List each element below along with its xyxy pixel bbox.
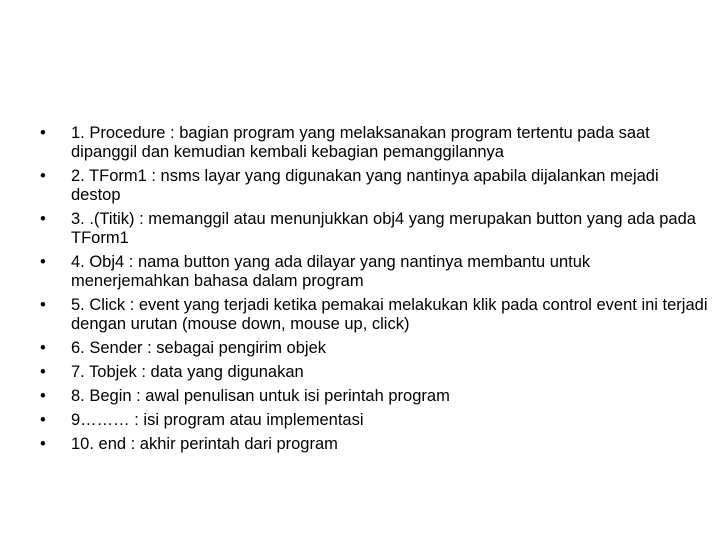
list-item [40,167,710,205]
list-item-text: 6. Sender : sebagai pengirim objek [71,339,326,357]
bullet-dot-icon: • [40,387,46,405]
list-item-text: 10. end : akhir perintah dari program [71,435,338,453]
bullet-dot-icon: • [40,363,46,381]
bullet-dot-icon: • [40,253,46,271]
list-item-text: 8. Begin : awal penulisan untuk isi perintah program [71,387,450,405]
list-item [40,363,710,382]
list-item [40,411,710,430]
list-item-text: 3. .(Titik) : memanggil atau menunjukkan obj4 yang merupakan button yang ada pada TForm1 [71,210,696,247]
list-item [40,124,710,162]
list-item [40,435,710,454]
list-item [40,296,710,334]
bullet-list [40,124,710,459]
list-item [40,210,710,248]
bullet-dot-icon: • [40,411,46,429]
list-item-text: 4. Obj4 : nama button yang ada dilayar yang nantinya membantu untuk menerjemahkan bahasa dalam program [71,253,591,290]
list-item-text: 1. Procedure : bagian program yang melaksanakan program tertentu pada saat dipanggil dan kemudian kembali kebagian pemanggilannya [71,124,650,161]
bullet-dot-icon: • [40,167,46,185]
bullet-dot-icon: • [40,124,46,142]
list-item-text: 7. Tobjek : data yang digunakan [71,363,304,381]
list-item-text: 5. Click : event yang terjadi ketika pemakai melakukan klik pada control event ini terjadi dengan urutan (mouse down, mouse up, click) [71,296,708,333]
list-item [40,253,710,291]
list-item-text: 2. TForm1 : nsms layar yang digunakan yang nantinya apabila dijalankan mejadi destop [71,167,659,204]
list-item [40,339,710,358]
list-item [40,387,710,406]
bullet-dot-icon: • [40,435,46,453]
bullet-dot-icon: • [40,339,46,357]
bullet-dot-icon: • [40,210,46,228]
bullet-dot-icon: • [40,296,46,314]
list-item-text: 9……… : isi program atau implementasi [71,411,364,429]
